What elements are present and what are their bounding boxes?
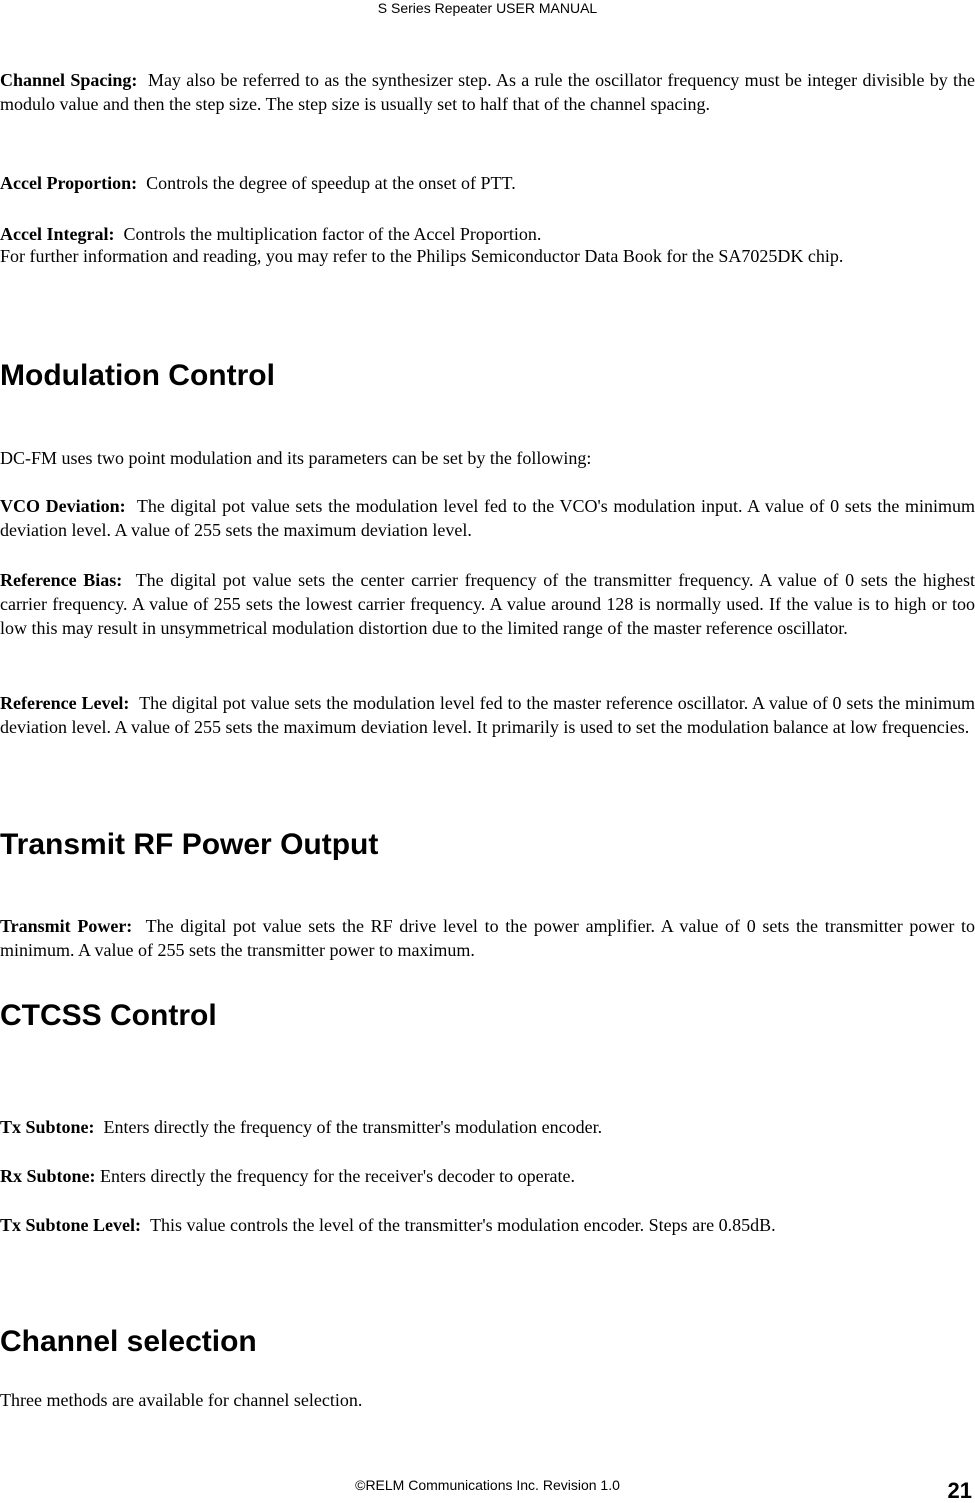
channel-selection-text [0,1388,975,1412]
definition-text: The digital pot value sets the modulation level fed to the VCO's modulation input. A value of 0 sets the minimum deviation level. A value of 255 sets the maximum deviation level. [0,496,975,540]
section-heading-channel-selection: Channel selection [0,1325,257,1358]
definition-tx-subtone [0,1115,975,1139]
definition-term: Reference Bias: [0,570,123,590]
definition-text: The digital pot value sets the center carrier frequency of the transmitter frequency. A value of 0 sets the highest carrier frequency. A value of 255 sets the lowest carrier frequency. A value around 128 is normally used. If the value is to high or too low this may result in unsymmetrical modulation distortion due to the limited range of the master reference oscillator. [0,570,975,638]
page-number: 21 [947,1478,972,1503]
definition-text: Enters directly the frequency for the receiver's decoder to operate. [100,1166,576,1186]
definition-channel-spacing [0,68,975,116]
definition-term: Tx Subtone: [0,1117,95,1137]
definition-term: Rx Subtone: [0,1166,96,1186]
definition-accel-integral [0,222,975,246]
definition-term: Accel Proportion: [0,173,138,193]
running-header: S Series Repeater USER MANUAL [377,0,598,16]
definition-term: VCO Deviation: [0,496,126,516]
definition-text: Controls the multiplication factor of the Accel Proportion. [123,224,542,244]
definition-rx-subtone [0,1164,975,1188]
definition-term: Channel Spacing: [0,70,138,90]
definition-vco-deviation [0,494,975,542]
definition-text: Controls the degree of speedup at the onset of PTT. [146,173,516,193]
definition-accel-proportion [0,171,975,195]
definition-text: May also be referred to as the synthesizer step. As a rule the oscillator frequency must be integer divisible by the modulo value and then the step size. The step size is usually set to half that of the channel spacing. [0,70,975,114]
definition-term: Accel Integral: [0,224,115,244]
definition-term: Tx Subtone Level: [0,1215,142,1235]
section-heading-transmit-rf-power: Transmit RF Power Output [0,828,379,861]
definition-reference-level [0,691,975,739]
definition-reference-bias [0,568,975,640]
modulation-intro-text: DC-FM uses two point modulation and its parameters can be set by the following: [0,448,592,468]
channel-selection-body: Three methods are available for channel selection. [0,1390,363,1410]
reference-note [0,244,975,268]
definition-text: Enters directly the frequency of the transmitter's modulation encoder. [103,1117,603,1137]
modulation-intro [0,446,975,470]
definition-text: This value controls the level of the transmitter's modulation encoder. Steps are 0.85dB. [150,1215,776,1235]
definition-term: Transmit Power: [0,916,133,936]
definition-tx-subtone-level [0,1213,975,1237]
definition-text: The digital pot value sets the RF drive level to the power amplifier. A value of 0 sets the transmitter power to minimum. A value of 255 sets the transmitter power to maximum. [0,916,975,960]
section-heading-ctcss-control: CTCSS Control [0,999,217,1032]
section-heading-modulation-control: Modulation Control [0,359,275,392]
definition-transmit-power [0,914,975,962]
footer-copyright: ©RELM Communications Inc. Revision 1.0 [355,1477,620,1493]
reference-note-text: For further information and reading, you may refer to the Philips Semiconductor Data Book for the SA7025DK chip. [0,246,844,266]
definition-text: The digital pot value sets the modulation level fed to the master reference oscillator. A value of 0 sets the minimum deviation level. A value of 255 sets the maximum deviation level. It primarily is used to set the modulation balance at low frequencies. [0,693,975,737]
definition-term: Reference Level: [0,693,130,713]
